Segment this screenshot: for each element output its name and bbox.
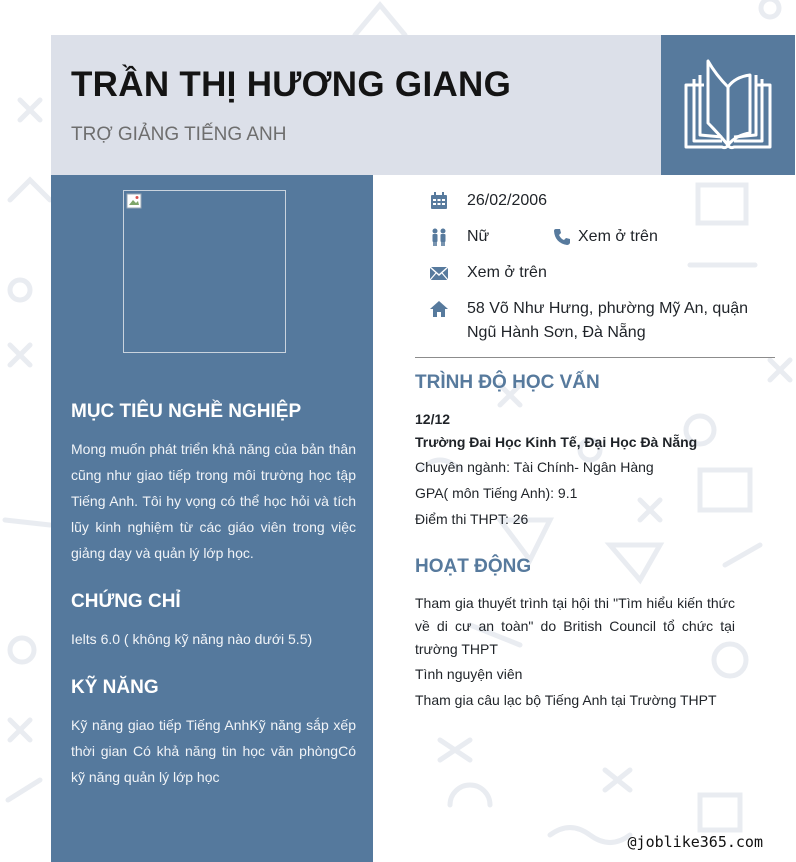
open-book-icon	[680, 57, 776, 153]
profile-photo	[123, 190, 286, 353]
objective-section	[71, 401, 356, 566]
contact-email	[427, 261, 547, 285]
contact-address	[427, 297, 767, 345]
activity-item: Tham gia thuyết trình tại hội thi "Tìm hiểu kiến thức về di cư an toàn" do British Council tổ chức tại trường THPT	[415, 595, 735, 657]
contact-gender	[427, 225, 489, 249]
education-gpa: GPA( môn Tiếng Anh): 9.1	[415, 485, 578, 501]
home-icon	[427, 297, 451, 321]
candidate-role: TRỢ GIẢNG TIẾNG ANH	[71, 124, 287, 145]
section-divider	[415, 357, 775, 358]
logo-box	[661, 35, 795, 175]
candidate-name: TRẦN THỊ HƯƠNG GIANG	[71, 65, 512, 104]
certificates-text: Ielts 6.0 ( không kỹ năng nào dưới 5.5)	[71, 631, 313, 647]
education-school: Trường Đai Học Kinh Tế, Đại Học Đà Nẵng	[415, 434, 698, 450]
activity-item: Tình nguyện viên	[415, 666, 523, 682]
phone-value: Xem ở trên	[578, 228, 658, 245]
skills-title: KỸ NĂNG	[71, 677, 159, 698]
calendar-icon	[427, 189, 451, 213]
skills-section	[71, 677, 356, 790]
objective-text: Mong muốn phát triển khả năng của bản thân cũng như giao tiếp trong môi trường học tập Tiếng Anh. Tôi hy vọng có thể học hỏi và tích lũy kinh nghiệm từ các giáo viên trong việc giảng dạy và quản lý lớp học.	[71, 441, 356, 561]
people-icon	[427, 225, 451, 249]
phone-icon	[550, 225, 574, 249]
certificates-section	[71, 591, 356, 652]
email-value: Xem ở trên	[467, 264, 547, 281]
education-title: TRÌNH ĐỘ HỌC VẤN	[415, 372, 600, 393]
birthdate-value: 26/02/2006	[467, 192, 548, 209]
contact-birthdate	[427, 189, 547, 213]
education-exam: Điểm thi THPT: 26	[415, 511, 529, 527]
objective-title: MỤC TIÊU NGHỀ NGHIỆP	[71, 401, 302, 422]
broken-image-icon	[126, 193, 142, 209]
education-grade: 12/12	[415, 411, 451, 427]
envelope-icon	[427, 261, 451, 285]
address-value: 58 Võ Như Hưng, phường Mỹ An, quận Ngũ Hành Sơn, Đà Nẵng	[467, 300, 749, 341]
certificates-title: CHỨNG CHỈ	[71, 591, 181, 612]
contact-phone	[550, 225, 658, 249]
resume-header	[51, 35, 661, 175]
activities-title: HOẠT ĐỘNG	[415, 556, 532, 577]
education-major: Chuyên ngành: Tài Chính- Ngân Hàng	[415, 459, 654, 475]
site-watermark: @joblike365.com	[627, 833, 763, 851]
activity-item: Tham gia câu lạc bộ Tiếng Anh tại Trường THPT	[415, 692, 717, 708]
skills-text: Kỹ năng giao tiếp Tiếng AnhKỹ năng sắp xếp thời gian Có khả năng tin học văn phòngCó kỹ năng quản lý lớp học	[71, 717, 356, 785]
sidebar	[51, 175, 373, 862]
gender-value: Nữ	[467, 228, 490, 245]
